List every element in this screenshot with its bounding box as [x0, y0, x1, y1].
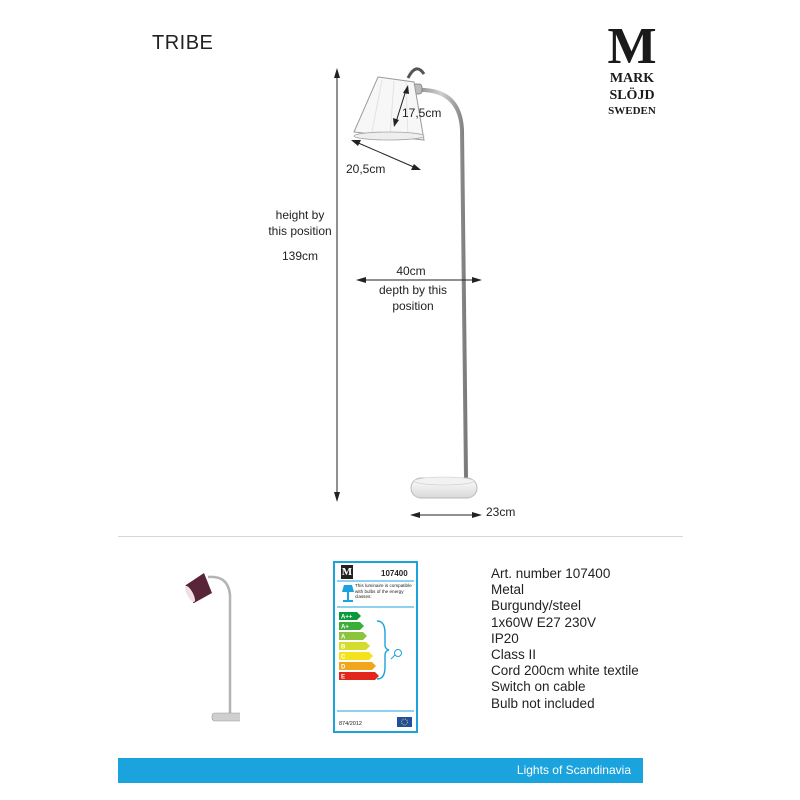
depth-label: depth by this position — [378, 283, 448, 313]
eu-flag-icon — [397, 717, 412, 727]
energy-class-label: E — [341, 674, 346, 681]
logo-letter: M — [607, 18, 657, 75]
shade-width-value: 20,5cm — [346, 162, 386, 176]
energy-class-label: A — [341, 634, 346, 641]
spec-item: Burgundy/steel — [491, 598, 582, 614]
spec-item: Metal — [491, 582, 525, 598]
energy-compat-text: This luminaire is compatible with bulbs of the energy classes: — [355, 583, 412, 600]
energy-article-number: 107400 — [381, 569, 408, 578]
spec-item: 1x60W E27 230V — [491, 614, 597, 630]
height-dimension-arrow — [334, 68, 340, 502]
height-label: height by this position — [268, 208, 332, 238]
energy-class-label: A++ — [341, 614, 353, 621]
energy-class-label: D — [341, 664, 346, 671]
energy-class-bar — [339, 642, 370, 651]
energy-label — [333, 561, 418, 733]
section-divider — [118, 536, 683, 537]
lamp-base — [411, 477, 477, 498]
spec-item: Art. number 107400 — [491, 566, 611, 581]
product-thumbnail — [180, 565, 240, 725]
logo-slojd: SLÖJD — [609, 88, 655, 103]
energy-class-bar — [339, 652, 373, 661]
energy-class-bar — [339, 622, 364, 631]
logo-mark: MARK — [609, 71, 655, 86]
logo-sweden: SWEDEN — [608, 105, 656, 117]
footer-bar — [118, 758, 643, 783]
footer-tagline: Lights of Scandinavia — [516, 763, 631, 777]
energy-class-bar — [339, 662, 376, 671]
depth-value: 40cm — [396, 264, 426, 278]
spec-item: IP20 — [491, 630, 519, 646]
energy-class-bar — [339, 632, 367, 641]
energy-regulation: 874/2012 — [339, 721, 362, 727]
spec-item: Cord 200cm white textile — [491, 663, 639, 679]
spec-item: Class II — [491, 647, 537, 663]
energy-class-label: B — [341, 644, 346, 651]
spec-item: Bulb not included — [491, 695, 595, 711]
markslojd-logo — [600, 16, 664, 122]
height-value: 139cm — [282, 249, 319, 263]
base-width-arrow — [410, 512, 482, 518]
spec-item: Switch on cable — [491, 679, 586, 695]
energy-class-label: A+ — [341, 624, 349, 631]
svg-text:M: M — [341, 566, 353, 578]
shade-height-value: 17,5cm — [402, 106, 442, 120]
spec-list — [491, 566, 639, 712]
energy-class-bar — [339, 672, 379, 681]
product-title: TRIBE — [152, 32, 214, 54]
energy-class-label: C — [341, 654, 346, 661]
energy-class-bar — [339, 612, 361, 621]
base-diameter-value: 23cm — [486, 505, 516, 519]
